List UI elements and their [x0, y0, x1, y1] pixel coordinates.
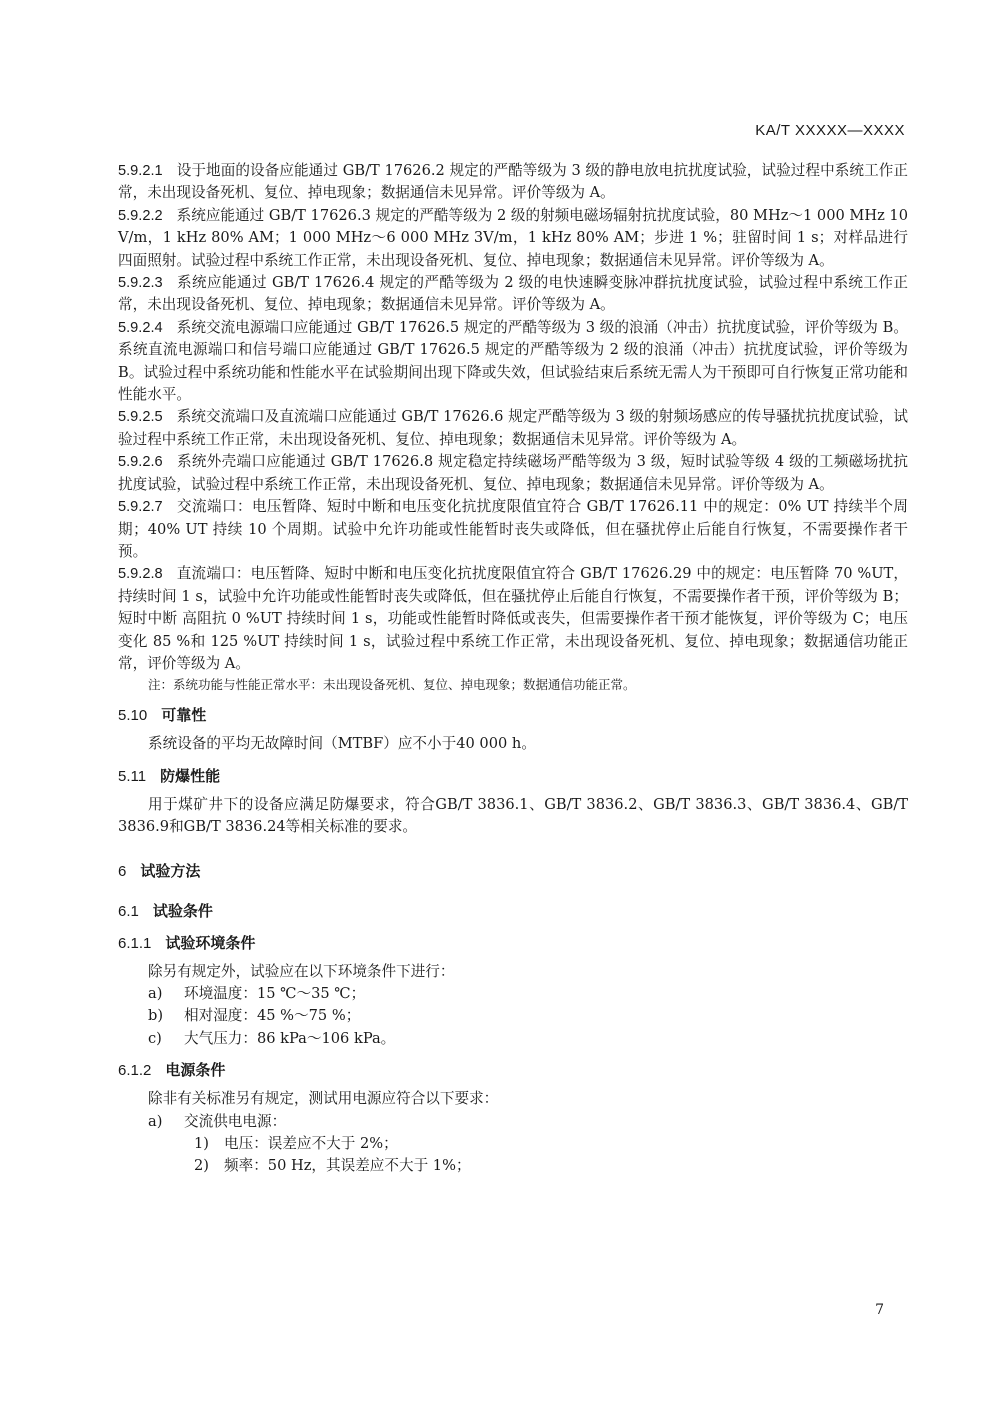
clause-text: 交流端口：电压暂降、短时中断和电压变化抗扰度限值宜符合 GB/T 17626.11 中的规定：0% UT 持续半个周期；40% UT 持续 10 个周期。试验中允许功能或性能暂时丧失或降低，但在骚扰停止后能自行恢复，不需要操作者干预。 [118, 498, 908, 560]
section-heading-6-1 [118, 901, 908, 923]
sub-list-item [194, 1133, 908, 1155]
list-label: a) [148, 984, 163, 1002]
list-text: 大气压力：86 kPa～106 kPa。 [184, 1029, 396, 1047]
section-title: 试验环境条件 [165, 934, 256, 952]
clause-number: 5.9.2.7 [118, 499, 163, 516]
list-label: 1) [194, 1135, 209, 1152]
section-number: 6.1.2 [118, 1062, 152, 1080]
page-number: 7 [875, 1302, 884, 1318]
clause-number: 5.9.2.1 [118, 163, 163, 179]
clause-number: 5.9.2.5 [118, 409, 163, 426]
list-text: 频率：50 Hz，其误差应不大于 1%； [224, 1157, 471, 1175]
clause-text: 直流端口：电压暂降、短时中断和电压变化抗扰度限值宜符合 GB/T 17626.29 中的规定：电压暂降 70 %UT，持续时间 1 s，试验中允许功能或性能暂时丧失或降低，但在骚扰停止后能自行恢复，不需要操作者干预，评价等级为 B；短时中断 高阻抗 0 %UT 持续时间 1 s，功能或性能暂时降低或丧失，但需要操作者干预才能恢复，评价等级为 C；电压变化 85 %和 125 %UT 持续时间 1 s，试验过程中系统工作正常，未出现设备死机、复位、掉电现象；数据通信功能正常，评价等级为 A。 [118, 565, 908, 672]
document-id-header: KA/T XXXXX—XXXX [755, 122, 905, 139]
section-title: 试验条件 [152, 902, 213, 920]
section-number: 5.10 [118, 707, 148, 725]
section-heading-6 [118, 861, 908, 883]
clause [118, 406, 908, 451]
section-heading-6-1-1 [118, 933, 908, 955]
clause [118, 451, 908, 496]
sub-list-item [194, 1155, 908, 1177]
clause-number: 5.9.2.2 [118, 207, 163, 224]
clause [118, 272, 908, 317]
list-item [148, 1005, 908, 1027]
clause-text: 系统应能通过 GB/T 17626.4 规定的严酷等级为 2 级的电快速瞬变脉冲群抗扰度试验，试验过程中系统工作正常，未出现设备死机、复位、掉电现象；数据通信未见异常。评价等级为 A。 [118, 274, 908, 314]
clause-text: 设于地面的设备应能通过 GB/T 17626.2 规定的严酷等级为 3 级的静电放电抗扰度试验，试验过程中系统工作正常，未出现设备死机、复位、掉电现象；数据通信未见异常。评价等级为 A。 [118, 162, 908, 202]
clause-number: 5.9.2.3 [118, 275, 163, 292]
section-title: 试验方法 [140, 862, 201, 880]
section-heading-5-10 [118, 705, 908, 727]
section-number: 6.1.1 [118, 934, 152, 952]
clause [118, 317, 908, 407]
list-text: 相对湿度：45 %～75 %； [184, 1007, 361, 1025]
list-text: 电压：误差应不大于 2%； [224, 1135, 398, 1152]
list-item [148, 1028, 908, 1050]
clause-text: 系统外壳端口应能通过 GB/T 17626.8 规定稳定持续磁场严酷等级为 3 级，短时试验等级 4 级的工频磁场扰抗扰度试验，试验过程中系统工作正常，未出现设备死机、复位、掉电现象；数据通信未见异常。评价等级为 A。 [118, 453, 908, 493]
clause [118, 160, 908, 205]
section-number: 6.1 [118, 902, 139, 920]
section-title: 防爆性能 [160, 767, 221, 785]
list-label: c) [148, 1029, 162, 1047]
clause-text: 系统应能通过 GB/T 17626.3 规定的严酷等级为 2 级的射频电磁场辐射抗扰度试验，80 MHz～1 000 MHz 10 V/m，1 kHz 80% AM；1 000 MHz～6 000 MHz 3V/m，1 kHz 80% AM；步进 1 %；驻留时间 1 s；对样品进行四面照射。试验过程中系统工作正常，未出现设备死机、复位、掉电现象；数据通信未见异常。评价等级为 A。 [118, 206, 908, 269]
clause-text: 系统交流电源端口应能通过 GB/T 17626.5 规定的严酷等级为 3 级的浪涌（冲击）抗扰度试验，评价等级为 B。系统直流电源端口和信号端口应能通过 GB/T 17626.5 规定的严酷等级为 2 级的浪涌（冲击）抗扰度试验，评价等级为 B。试验过程中系统功能和性能水平在试验期间出现下降或失效，但试验结束后系统无需人为干预即可自行恢复正常功能和性能水平。 [118, 318, 908, 404]
page-content [118, 160, 908, 1178]
list-label: b) [148, 1007, 164, 1025]
section-heading-5-11 [118, 766, 908, 788]
section-intro: 除非有关标准另有规定，测试用电源应符合以下要求： [148, 1090, 499, 1108]
list-text: 环境温度：15 ℃～35 ℃； [184, 984, 366, 1002]
section-intro: 除另有规定外，试验应在以下环境条件下进行： [148, 962, 455, 980]
section-title: 可靠性 [161, 707, 207, 725]
clause-number: 5.9.2.8 [118, 566, 163, 583]
clause [118, 205, 908, 272]
section-title: 电源条件 [165, 1062, 226, 1080]
clause [118, 496, 908, 563]
clause-number: 5.9.2.4 [118, 319, 163, 336]
list-item [148, 1111, 908, 1133]
section-number: 5.11 [118, 767, 147, 785]
section-heading-6-1-2 [118, 1060, 908, 1082]
clause-number: 5.9.2.6 [118, 454, 163, 471]
list-label: a) [148, 1112, 163, 1130]
section-body: 系统设备的平均无故障时间（MTBF）应不小于40 000 h。 [148, 735, 536, 753]
list-label: 2) [194, 1157, 209, 1175]
list-text: 交流供电电源： [184, 1112, 287, 1130]
section-body: 用于煤矿井下的设备应满足防爆要求，符合GB/T 3836.1、GB/T 3836.2、GB/T 3836.3、GB/T 3836.4、GB/T 3836.9和GB/T 3836.24等相关标准的要求。 [118, 795, 908, 836]
clause-text: 系统交流端口及直流端口应能通过 GB/T 17626.6 规定严酷等级为 3 级的射频场感应的传导骚扰抗扰度试验，试验过程中系统工作正常，未出现设备死机、复位、掉电现象；数据通信未见异常。评价等级为 A。 [118, 408, 908, 448]
note-text: 注：系统功能与性能正常水平：未出现设备死机、复位、掉电现象；数据通信功能正常。 [148, 677, 636, 693]
list-item [148, 983, 908, 1005]
section-number: 6 [118, 862, 127, 880]
clause [118, 563, 908, 675]
